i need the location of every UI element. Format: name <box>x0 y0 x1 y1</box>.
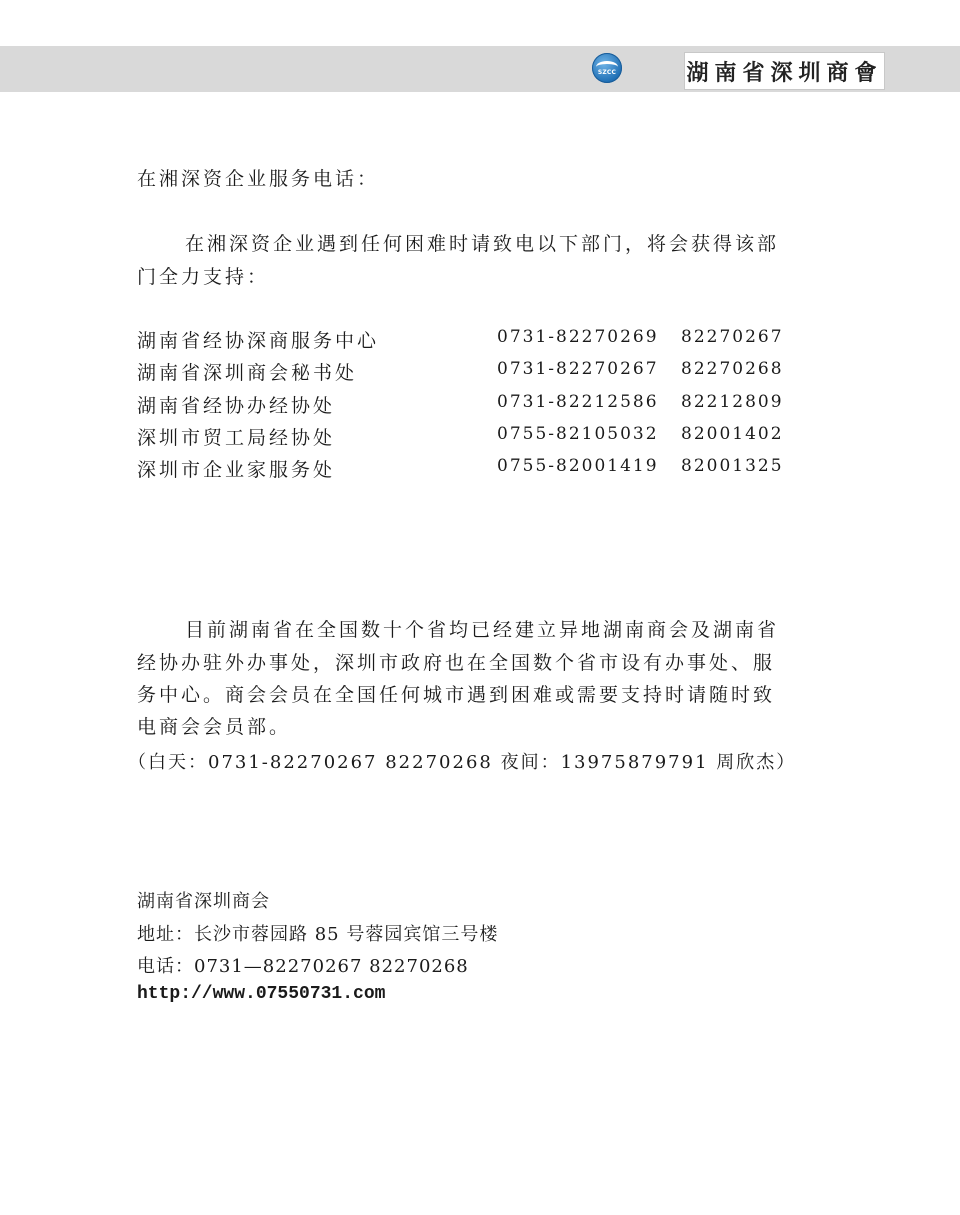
contact-phone-secondary: 82001325 <box>681 456 784 476</box>
szcc-logo-icon <box>592 53 622 83</box>
contact-row <box>0 326 960 354</box>
contact-phone-secondary: 82001402 <box>681 424 784 444</box>
contact-row <box>0 358 960 386</box>
paragraph-line-3: 务中心。商会会员在全国任何城市遇到困难或需要支持时请随时致 <box>137 684 776 706</box>
section-title: 在湘深资企业服务电话： <box>137 168 380 190</box>
contact-phone-primary: 0755-82105032 <box>497 424 659 444</box>
brand-box <box>684 52 885 90</box>
contact-row <box>0 423 960 451</box>
contact-phone-primary: 0731-82270267 <box>497 359 659 379</box>
footer-website-link[interactable]: http://www.07550731.com <box>137 984 386 1004</box>
hotline-note: （白天：0731-82270267 82270268 夜间：13975879791 周欣杰） <box>128 752 797 773</box>
contact-name: 深圳市贸工局经协处 <box>137 427 336 449</box>
contact-name: 湖南省经协办经协处 <box>137 395 336 417</box>
contact-name: 湖南省经协深商服务中心 <box>137 330 380 352</box>
contact-phone-secondary: 82270267 <box>681 327 784 347</box>
paragraph-line-1: 目前湖南省在全国数十个省均已经建立异地湖南商会及湖南省 <box>185 619 780 641</box>
contact-phone-primary: 0731-82270269 <box>497 327 659 347</box>
footer-phone: 电话：0731—82270267 82270268 <box>137 956 469 977</box>
contact-phone-primary: 0731-82212586 <box>497 392 659 412</box>
intro-line-2: 门全力支持： <box>137 266 270 288</box>
contact-phone-secondary: 82212809 <box>681 392 784 412</box>
logo-text: SZCC <box>597 69 617 76</box>
paragraph-line-4: 电商会会员部。 <box>137 716 292 738</box>
contact-name: 深圳市企业家服务处 <box>137 459 336 481</box>
contact-row <box>0 391 960 419</box>
contact-phone-primary: 0755-82001419 <box>497 456 659 476</box>
intro-line-1: 在湘深资企业遇到任何困难时请致电以下部门，将会获得该部 <box>185 233 780 255</box>
footer-address: 地址：长沙市蓉园路 85 号蓉园宾馆三号楼 <box>137 924 499 945</box>
paragraph-line-2: 经协办驻外办事处，深圳市政府也在全国数个省市设有办事处、服 <box>137 652 776 674</box>
contact-row <box>0 455 960 483</box>
contact-name: 湖南省深圳商会秘书处 <box>137 362 358 384</box>
footer-org: 湖南省深圳商会 <box>137 891 270 912</box>
brand-title: 湖南省深圳商會 <box>686 59 883 86</box>
contact-phone-secondary: 82270268 <box>681 359 784 379</box>
